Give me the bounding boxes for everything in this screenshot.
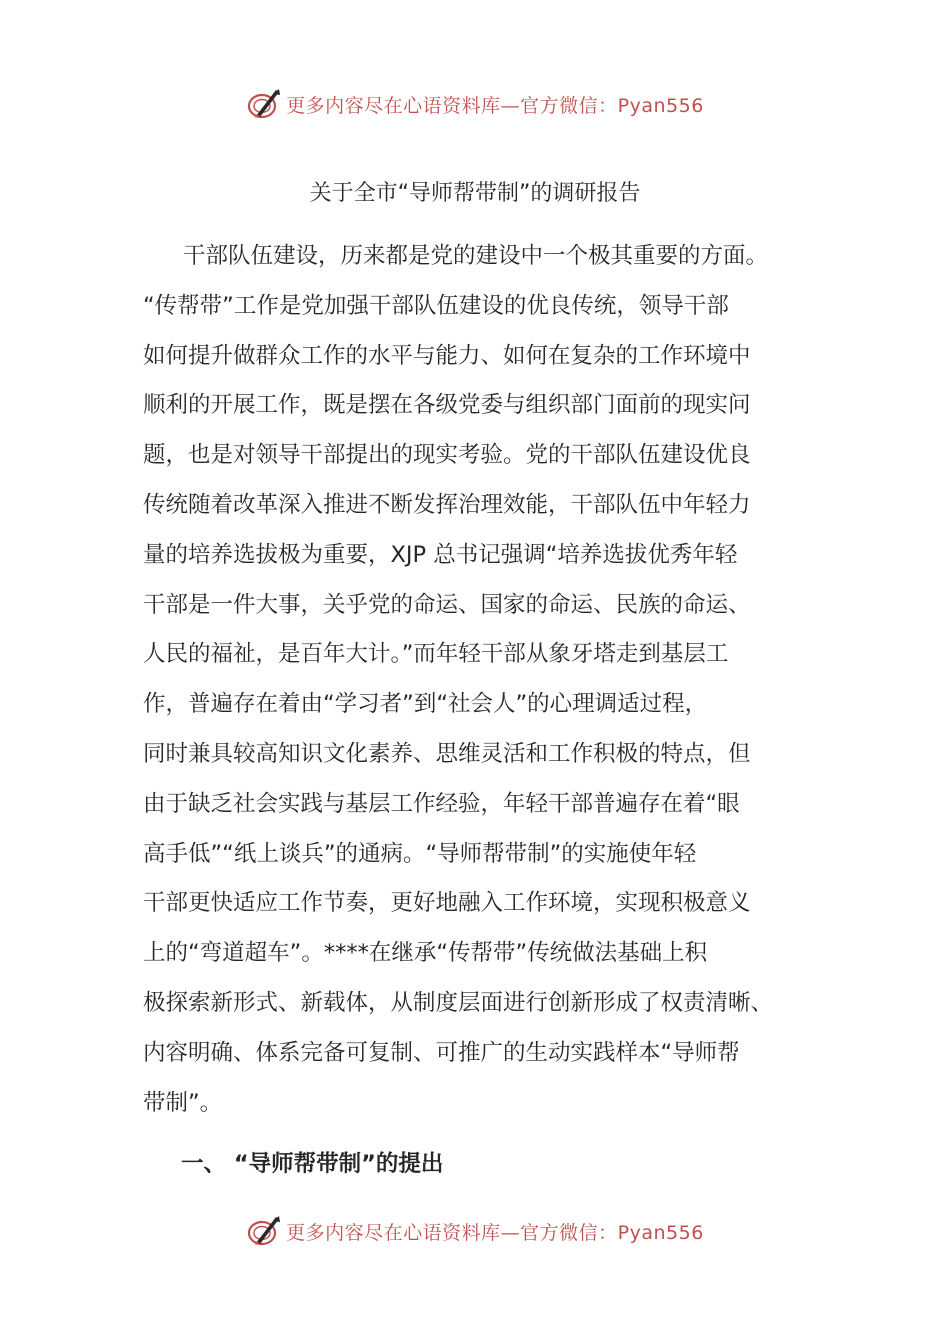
quill-pen-icon: [246, 1213, 282, 1249]
wechat-id: Pyan556: [617, 1221, 704, 1244]
paragraph-line: 干部更快适应工作节奏，更好地融入工作环境，实现积极意义: [143, 890, 751, 917]
paragraph-line: 高手低”“纸上谈兵”的通病。“导师帮带制”的实施使年轻: [143, 840, 697, 867]
paragraph-line: 量的培养选拔极为重要，XJP 总书记强调“培养选拔优秀年轻: [143, 541, 738, 568]
paragraph-line: 带制”。: [143, 1089, 223, 1116]
watermark-text: 更多内容尽在心语资料库—官方微信：Pyan556: [286, 94, 704, 117]
wechat-id: Pyan556: [617, 94, 704, 117]
body-paragraph: [143, 232, 823, 1128]
paragraph-line: 如何提升做群众工作的水平与能力、如何在复杂的工作环境中: [143, 342, 751, 369]
paragraph-line: 顺利的开展工作，既是摆在各级党委与组织部门面前的现实问: [143, 392, 751, 419]
paragraph-line: 上的“弯道超车”。****在继承“传帮带”传统做法基础上积: [143, 940, 708, 967]
paragraph-line: 内容明确、体系完备可复制、可推广的生动实践样本“导师帮: [143, 1039, 740, 1066]
paragraph-line: 干部队伍建设，历来都是党的建设中一个极其重要的方面。: [183, 243, 769, 269]
paragraph-line: “传帮带”工作是党加强干部队伍建设的优良传统，领导干部: [143, 292, 729, 319]
section-heading: 一、 “导师帮带制”的提出: [181, 1151, 444, 1177]
paragraph-line: 人民的福祉，是百年大计。”而年轻干部从象牙塔走到基层工: [143, 641, 729, 668]
paragraph-line: 干部是一件大事，关乎党的命运、国家的命运、民族的命运、: [143, 591, 751, 618]
paragraph-line: 作，普遍存在着由“学习者”到“社会人”的心理调适过程，: [143, 691, 708, 718]
paragraph-line: 传统随着改革深入推进不断发挥治理效能，干部队伍中年轻力: [143, 491, 751, 518]
paragraph-line: 极探索新形式、新载体，从制度层面进行创新形成了权责清晰、: [143, 989, 774, 1016]
watermark-banner-bottom: [0, 1211, 950, 1251]
watermark-banner-top: [0, 84, 950, 124]
watermark-text: 更多内容尽在心语资料库—官方微信：Pyan556: [286, 1221, 704, 1244]
quill-pen-icon: [246, 86, 282, 122]
paragraph-line: 题，也是对领导干部提出的现实考验。党的干部队伍建设优良: [143, 442, 751, 469]
document-title: 关于全市“导师帮带制”的调研报告: [309, 181, 641, 206]
paragraph-line: 同时兼具较高知识文化素养、思维灵活和工作积极的特点，但: [143, 740, 751, 767]
paragraph-line: 由于缺乏社会实践与基层工作经验，年轻干部普遍存在着“眼: [143, 790, 740, 817]
